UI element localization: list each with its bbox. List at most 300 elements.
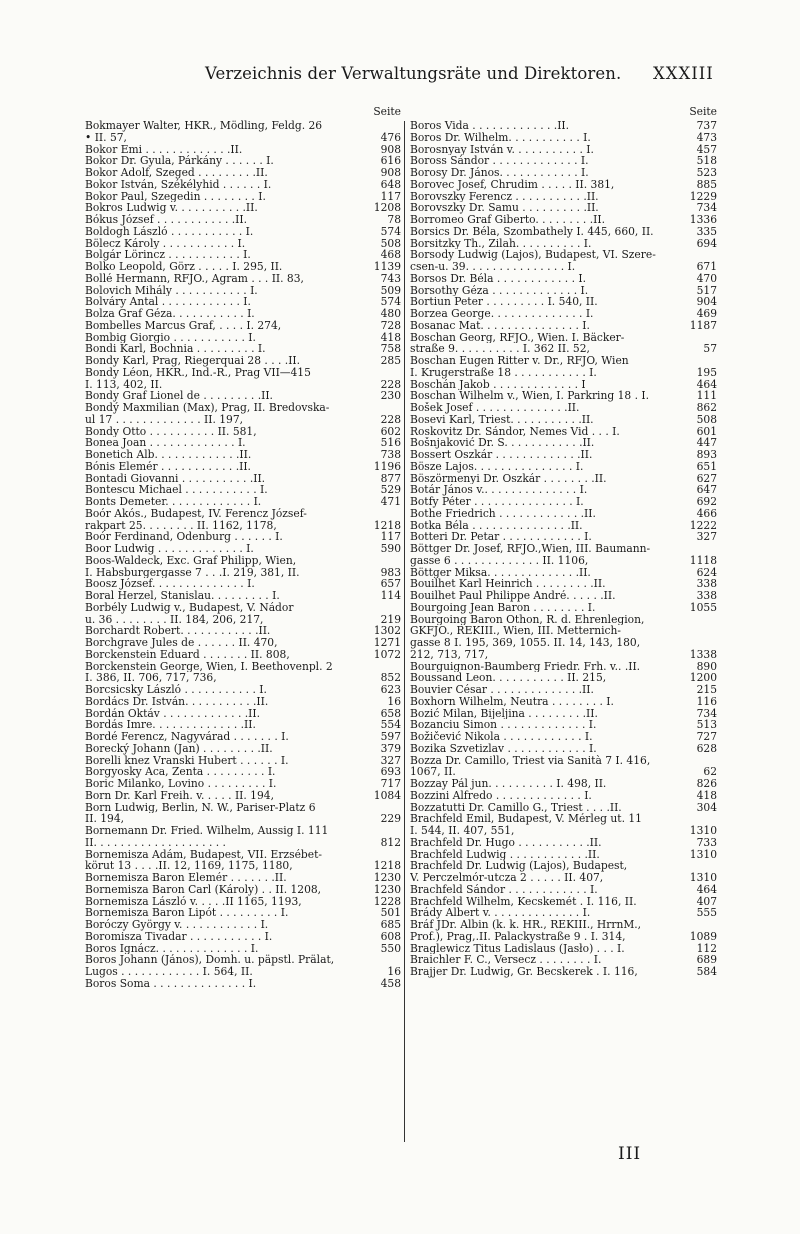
entry-text: Borcsicsky László . . . . . . . . . . . I. [85, 684, 267, 696]
entry-text: gasse 8 I. 195, 369, 1055. II. 14, 143, 180, [410, 637, 641, 649]
entry-text: Bourgoing Jean Baron . . . . . . . . I. [410, 601, 596, 614]
index-entry [85, 332, 401, 344]
index-entry [85, 402, 401, 414]
index-entry [85, 343, 401, 355]
index-entry [85, 132, 401, 144]
entry-page-number: 651 [696, 459, 717, 473]
entry-page-number: 733 [696, 835, 717, 849]
entry-text: Bothe Friedrich . . . . . . . . . . . . .II. [410, 507, 596, 520]
entry-page-number: 480 [380, 307, 401, 320]
entry-page-number: 743 [380, 271, 401, 285]
entry-text: Böszörmenyi Dr. Oszkár . . . . . . . .II. [410, 472, 607, 485]
entry-page-number: 717 [380, 777, 401, 790]
index-column-left [85, 104, 401, 990]
index-entry [410, 214, 717, 226]
entry-page-number: 457 [696, 142, 717, 156]
entry-page-number: 327 [380, 753, 401, 767]
entry-page-number: 1271 [373, 636, 401, 649]
entry-text: Bolváry Antal . . . . . . . . . . . . I. [85, 296, 251, 308]
entry-page-number: 738 [380, 448, 401, 461]
entry-text: Bollé Hermann, RFJO., Agram . . . II. 83, [85, 272, 304, 285]
entry-page-number: 228 [380, 412, 401, 426]
entry-page-number: 1139 [373, 260, 401, 273]
entry-text: Brachfeld Dr. Hugo . . . . . . . . . . .II. [410, 836, 602, 849]
index-entry [85, 261, 401, 273]
entry-text: Bonetich Alb. . . . . . . . . . . . .II. [85, 449, 252, 461]
entry-page-number: 885 [696, 177, 717, 191]
entry-page-number: 1302 [373, 624, 401, 638]
entry-page-number: 908 [380, 166, 401, 179]
entry-text: Boldogh László . . . . . . . . . . . I. [85, 225, 254, 238]
entry-text: Bošek Josef . . . . . . . . . . . . . .II. [410, 402, 580, 414]
entry-page-number: 468 [380, 248, 401, 262]
entry-text: Born Ludwig, Berlin, N. W., Pariser-Platz 6 [85, 801, 316, 814]
entry-page-number: 1208 [373, 201, 401, 215]
index-entry [410, 766, 717, 778]
index-entry [85, 790, 401, 802]
index-entry [85, 837, 401, 849]
index-entry [85, 614, 401, 626]
entry-page-number: 62 [703, 765, 717, 779]
index-entry [410, 343, 717, 355]
entry-text: Bornemisza Ádám, Budapest, VII. Erzsébet- [85, 848, 322, 861]
index-entry [410, 543, 717, 555]
entry-page-number: 508 [696, 412, 717, 426]
index-entry [85, 743, 401, 755]
entry-text: Borosnyay István v. . . . . . . . . . . I. [410, 143, 594, 156]
entry-text: Borovszky Ferencz . . . . . . . . . . .II. [410, 190, 599, 203]
index-entry [85, 896, 401, 908]
entry-text: Boschan Eugen Ritter v. Dr., RFJO, Wien [410, 355, 629, 367]
entry-page-number: 877 [380, 471, 401, 485]
entry-page-number: 608 [380, 929, 401, 943]
index-entry [85, 437, 401, 449]
index-entry [85, 625, 401, 637]
index-entry [85, 120, 401, 132]
entry-text: Bordé Ferencz, Nagyvárad . . . . . . . I. [85, 731, 289, 743]
entry-text: Bozika Szvetizlav . . . . . . . . . . . . I. [410, 742, 597, 755]
entry-text: csen-u. 39. . . . . . . . . . . . . . . I. [410, 261, 576, 273]
entry-text: Bráf JDr. Albin (k. k. HR., REKIII., HrrnM., [410, 919, 642, 931]
entry-page-number: 648 [380, 177, 401, 191]
entry-page-number: 117 [380, 530, 401, 544]
entry-text: Bombelles Marcus Graf, . . . . I. 274, [85, 319, 282, 332]
index-entry [410, 379, 717, 391]
index-entry [85, 872, 401, 884]
index-entry [85, 414, 401, 426]
entry-page-number: 728 [380, 318, 401, 332]
entry-page-number: 447 [696, 436, 717, 450]
entry-page-number: 229 [380, 812, 401, 826]
entry-text: 1067, II. [410, 766, 456, 778]
entry-text: Borelli knez Vranski Hubert . . . . . . I. [85, 754, 289, 767]
entry-page-number: 734 [696, 706, 717, 720]
index-entry [410, 567, 717, 579]
index-entry [410, 437, 717, 449]
index-entry [85, 214, 401, 226]
index-entry [85, 813, 401, 825]
index-entry [85, 543, 401, 555]
entry-text: I. 386, II. 706, 717, 736, [85, 672, 217, 684]
entry-text: Boros Vida . . . . . . . . . . . . .II. [410, 120, 570, 132]
index-entry [410, 226, 717, 238]
entry-page-number: 1338 [689, 647, 717, 661]
entry-text: Borgyosky Aca, Zenta . . . . . . . . . I. [85, 766, 276, 778]
entry-page-number: 508 [380, 236, 401, 250]
index-entry [85, 637, 401, 649]
index-column-right [410, 104, 717, 978]
index-entry [85, 179, 401, 191]
entry-text: Boromisza Tivadar . . . . . . . . . . . I. [85, 930, 273, 943]
entry-page-number: 195 [696, 365, 717, 379]
index-entry [85, 367, 401, 379]
entry-page-number: 1084 [373, 788, 401, 802]
index-entry [85, 766, 401, 778]
entry-text: Borsos Dr. Béla . . . . . . . . . . . . I. [410, 272, 587, 285]
entry-text: Bornemisza László v. . . . .II 1165, 1193, [85, 895, 302, 908]
index-entry [85, 567, 401, 579]
entry-page-number: 904 [696, 295, 717, 309]
entry-text: Bokor István, Székélyhid . . . . . . I. [85, 178, 272, 191]
entry-text: Bornemann Dr. Fried. Wilhelm, Aussig I. 111 [85, 825, 329, 837]
index-entry [85, 449, 401, 461]
index-entry [410, 696, 717, 708]
seite-label: Seite [373, 105, 401, 118]
entry-page-number: 517 [696, 283, 717, 297]
index-entry [85, 649, 401, 661]
entry-text: Bordán Oktáv . . . . . . . . . . . . .II. [85, 707, 261, 720]
entry-page-number: 1310 [689, 847, 717, 861]
entry-page-number: 727 [696, 730, 717, 743]
entry-text: Botár János v.. . . . . . . . . . . . . . I. [410, 484, 588, 496]
index-entry [410, 202, 717, 214]
entry-text: Bozza Dr. Camillo, Triest via Sanità 7 I. 416, [410, 754, 651, 767]
entry-page-number: 464 [696, 377, 717, 391]
entry-text: Boos-Waldeck, Exc. Graf Philipp, Wien, [85, 554, 297, 567]
index-entry [410, 578, 717, 590]
entry-text: Bourguignon-Baumberg Friedr. Frh. v.. .II. [410, 660, 641, 673]
index-entry [85, 755, 401, 767]
index-entry [410, 320, 717, 332]
entry-text: Borovec Josef, Chrudim . . . . . II. 381, [410, 178, 615, 191]
entry-text: Boor Ludwig . . . . . . . . . . . . . I. [85, 543, 254, 555]
index-entry [85, 825, 401, 837]
entry-text: Brachfeld Emil, Budapest, V. Mérleg ut. 11 [410, 813, 642, 825]
entry-page-number: 1228 [373, 894, 401, 908]
entry-page-number: 338 [696, 589, 717, 602]
entry-text: Böttger Miksa. . . . . . . . . . . . . .II. [410, 566, 591, 579]
index-entry [85, 919, 401, 931]
entry-page-number: 529 [380, 483, 401, 497]
index-entry [410, 943, 717, 955]
entry-text: Bosevi Karl, Triest. . . . . . . . . . .II. [410, 413, 594, 426]
entry-text: Bolza Graf Géza. . . . . . . . . . . I. [85, 308, 255, 320]
index-entry [410, 238, 717, 250]
index-entry [410, 355, 717, 367]
entry-page-number: 458 [380, 976, 401, 990]
entry-page-number: 627 [696, 471, 717, 485]
entry-page-number: 418 [380, 330, 401, 344]
index-entry [85, 966, 401, 978]
entry-text: Bokros Ludwig v. . . . . . . . . . .II. [85, 202, 258, 214]
entry-page-number: 513 [696, 718, 717, 732]
entry-text: V. Perczelmór-utcza 2 . . . . . II. 407, [410, 872, 604, 884]
entry-page-number: 685 [380, 918, 401, 931]
index-entry [85, 684, 401, 696]
index-entry [85, 802, 401, 814]
entry-page-number: 219 [380, 612, 401, 626]
entry-text: Bondy Graf Lionel de . . . . . . . . .II. [85, 390, 273, 402]
entry-page-number: 908 [380, 142, 401, 156]
entry-page-number: 826 [696, 777, 717, 790]
entry-text: Bouvier César . . . . . . . . . . . . . .II. [410, 684, 594, 696]
entry-text: Borsics Dr. Béla, Szombathely I. 445, 660, II. [410, 225, 654, 238]
index-entry [85, 931, 401, 943]
entry-text: Boric Milanko, Lovino . . . . . . . . . I. [85, 778, 277, 790]
index-entry [85, 520, 401, 532]
index-entry [85, 426, 401, 438]
entry-text: Brajjer Dr. Ludwig, Gr. Becskerek . I. 116, [410, 966, 638, 978]
entry-text: Bonts Demeter. . . . . . . . . . . . . I. [85, 496, 262, 508]
entry-text: Boros Soma . . . . . . . . . . . . . . I. [85, 977, 257, 990]
entry-text: Bombig Giorgio . . . . . . . . . . . I. [85, 331, 256, 344]
index-entry [410, 402, 717, 414]
index-entry [85, 907, 401, 919]
entry-page-number: 694 [696, 236, 717, 250]
entry-text: Brády Albert v. . . . . . . . . . . . . . I. [410, 907, 591, 919]
entry-page-number: 893 [696, 448, 717, 461]
entry-page-number: 1196 [373, 459, 401, 473]
index-entry [410, 825, 717, 837]
entry-text: Borckenstein George, Wien, I. Beethovenpl. 2 [85, 660, 333, 673]
index-entry [410, 614, 717, 626]
entry-page-number: 671 [696, 260, 717, 273]
entry-text: Brachfeld Ludwig . . . . . . . . . . . .II. [410, 848, 600, 861]
index-entry [410, 896, 717, 908]
index-entry [85, 860, 401, 872]
entry-text: Boros Dr. Wilhelm. . . . . . . . . . . I. [410, 131, 591, 144]
entry-page-number: 418 [696, 788, 717, 802]
entry-text: Bouilhet Paul Philippe André. . . . . .II. [410, 590, 616, 602]
entry-text: Brachfeld Wilhelm, Kecskemét . I. 116, II. [410, 895, 637, 908]
entry-page-number: 1089 [689, 929, 717, 943]
entry-text: I. 544, II. 407, 551, [410, 825, 515, 837]
entry-page-number: 554 [380, 718, 401, 732]
index-entry [410, 555, 717, 567]
entry-page-number: 602 [380, 424, 401, 438]
entry-text: Bozanciu Simon . . . . . . . . . . . . . I. [410, 719, 597, 731]
entry-page-number: 112 [696, 941, 717, 955]
entry-text: Bordás Imre. . . . . . . . . . . . . .II. [85, 719, 256, 731]
entry-page-number: 501 [380, 906, 401, 920]
entry-text: Bokmayer Walter, HKR., Mödling, Feldg. 26 [85, 120, 323, 132]
index-entry [85, 144, 401, 156]
index-entry [410, 719, 717, 731]
entry-text: Božičević Nikola . . . . . . . . . . . . I. [410, 731, 593, 743]
entry-text: Borchardt Robert. . . . . . . . . . . .II. [85, 625, 271, 637]
entry-text: Botfy Péter . . . . . . . . . . . . . . . I. [410, 496, 584, 508]
entry-page-number: 338 [696, 577, 717, 591]
index-entry [410, 120, 717, 132]
entry-text: I. 113, 402, II. [85, 378, 163, 391]
entry-text: Borosy Dr. János. . . . . . . . . . . . I. [410, 167, 589, 179]
index-entry [410, 414, 717, 426]
entry-text: Borsothy Géza . . . . . . . . . . . . . I. [410, 284, 589, 297]
entry-page-number: 624 [696, 565, 717, 579]
entry-text: Brachfeld Sándor . . . . . . . . . . . . I. [410, 883, 598, 896]
entry-page-number: 78 [387, 213, 401, 226]
index-entries [410, 120, 717, 978]
entry-page-number: 689 [696, 953, 717, 967]
index-entry [85, 884, 401, 896]
index-entry [85, 508, 401, 520]
entry-page-number: 597 [380, 730, 401, 743]
entry-text: Bolko Leopold, Görz . . . . . I. 295, II. [85, 261, 283, 273]
entry-page-number: 1336 [689, 213, 717, 226]
index-entry [410, 296, 717, 308]
entry-text: II. . . . . . . . . . . . . . . . . . . . [85, 836, 226, 849]
index-entry [85, 943, 401, 955]
entry-text: Böttger Dr. Josef, RFJO.,Wien, III. Baumann- [410, 543, 651, 555]
entry-page-number: 215 [696, 683, 717, 696]
entry-text: Borsody Ludwig (Lajos), Budapest, VI. Szere- [410, 249, 656, 261]
entry-text: Bontescu Michael . . . . . . . . . . . I. [85, 484, 268, 496]
index-entry [85, 285, 401, 297]
entry-text: straße 9. . . . . . . . . . I. 362 II. 52, [410, 343, 590, 355]
entry-page-number: 230 [380, 389, 401, 403]
entry-page-number: 116 [696, 694, 717, 708]
entry-text: Bölecz Károly . . . . . . . . . . . I. [85, 237, 246, 250]
page-footer-roman: III [618, 1144, 642, 1164]
entry-text: Borchgrave Jules de . . . . . . II. 470, [85, 637, 278, 649]
entry-page-number: 470 [696, 271, 717, 285]
entry-text: Bondy Léon, HKR., Ind.-R., Prag VII—415 [85, 366, 311, 379]
entry-text: u. 36 . . . . . . . . II. 184, 206, 217, [85, 613, 264, 626]
entry-page-number: 471 [380, 495, 401, 508]
index-entry [410, 872, 717, 884]
entry-text: Bónis Elemér . . . . . . . . . . . .II. [85, 460, 251, 473]
entry-text: II. 194, [85, 813, 125, 825]
entry-text: Bokor Paul, Szegedin . . . . . . . . I. [85, 190, 266, 203]
entry-text: Bokor Dr. Gyula, Párkány . . . . . . I. [85, 155, 274, 167]
entry-text: Borsitzky Th., Zilah. . . . . . . . . . I. [410, 237, 592, 250]
entry-text: Bossert Oszkár . . . . . . . . . . . . .II. [410, 449, 593, 461]
entry-text: Boróczy György v. . . . . . . . . . . . I. [85, 919, 269, 931]
index-entry [410, 649, 717, 661]
index-entry [85, 308, 401, 320]
entry-text: Braichler F. C., Versecz . . . . . . . . I. [410, 954, 602, 966]
entry-text: Brachfeld Dr. Ludwig (Lajos), Budapest, [410, 860, 628, 872]
index-entry [85, 390, 401, 402]
index-entry [410, 473, 717, 485]
index-entry [410, 261, 717, 273]
entry-page-number: 601 [696, 424, 717, 438]
entry-page-number: 111 [696, 389, 717, 403]
entry-text: Boxhorn Wilhelm, Neutra . . . . . . . . I. [410, 695, 614, 708]
index-entry [410, 708, 717, 720]
entry-text: gasse 6 . . . . . . . . . . . . . II. 1106, [410, 554, 589, 567]
entry-page-number: 509 [380, 283, 401, 297]
index-entry [410, 155, 717, 167]
entry-text: Bornemisza Baron Carl (Károly) . . II. 1208, [85, 883, 322, 896]
entry-page-number: 1118 [689, 553, 717, 567]
index-entry [85, 696, 401, 708]
index-entry [410, 308, 717, 320]
entry-text: Prof.), Prag,.II. Palackystraße 9 . I. 314, [410, 930, 626, 943]
entry-text: Bošnjaković Dr. S. . . . . . . . . . . .II. [410, 437, 595, 449]
entry-text: Boros Johann (János), Domh. u. päpstl. Prälat, [85, 954, 335, 966]
seite-label: Seite [689, 105, 717, 118]
index-entry [410, 625, 717, 637]
entry-page-number: 117 [380, 189, 401, 203]
entry-page-number: 516 [380, 436, 401, 450]
entry-page-number: 555 [696, 906, 717, 920]
entry-text: Bonea Joan . . . . . . . . . . . . . I. [85, 437, 246, 449]
entry-text: Bondy Otto . . . . . . . . . . II. 581, [85, 425, 257, 438]
index-entry [410, 860, 717, 872]
index-entry [410, 884, 717, 896]
entry-page-number: 327 [696, 530, 717, 544]
index-entry [410, 731, 717, 743]
index-entry [410, 496, 717, 508]
index-entry [410, 332, 717, 344]
entry-text: Boschan Wilhelm v., Wien, I. Parkring 18 . I. [410, 390, 650, 402]
index-entry [85, 461, 401, 473]
entry-page-number: 737 [696, 119, 717, 132]
entry-page-number: 862 [696, 401, 717, 414]
entry-page-number: 852 [380, 671, 401, 685]
index-entry [410, 661, 717, 673]
entry-text: Bondý Maxmilian (Max), Prag, II. Bredovska- [85, 402, 330, 414]
index-entry [410, 849, 717, 861]
entry-page-number: 734 [696, 201, 717, 215]
index-entry [410, 790, 717, 802]
entry-page-number: 407 [696, 894, 717, 908]
index-entry [410, 461, 717, 473]
index-entry [85, 661, 401, 673]
entry-page-number: 285 [380, 354, 401, 367]
index-entry [85, 296, 401, 308]
entry-text: Bornemisza Baron Elemér . . . . . . .II. [85, 872, 287, 884]
entry-page-number: 574 [380, 224, 401, 238]
index-entry [410, 167, 717, 179]
index-entry [85, 167, 401, 179]
index-entry [85, 719, 401, 731]
index-entry [410, 531, 717, 543]
entry-page-number: 1230 [373, 871, 401, 884]
entry-text: Braglewicz Titus Ladislaus (Jasło) . . . I. [410, 942, 625, 955]
index-entry [410, 755, 717, 767]
page-title: Verzeichnis der Verwaltungsräte und Direktoren. [205, 64, 622, 83]
index-entry [410, 273, 717, 285]
entry-text: Bolgár Lörincz . . . . . . . . . . . I. [85, 249, 251, 261]
index-entries [85, 120, 401, 990]
entry-text: Borovszky Dr. Samu . . . . . . . . . .II. [410, 202, 599, 214]
entry-text: Borbély Ludwig v., Budapest, V. Nádor [85, 601, 294, 614]
entry-text: ul 17 . . . . . . . . . . . . . II. 197, [85, 413, 244, 426]
index-entry [410, 602, 717, 614]
entry-text: Borecký Johann (Jan) . . . . . . . . .II. [85, 742, 273, 755]
entry-text: Bozić Milan, Bijeljina . . . . . . . . .II. [410, 707, 598, 720]
entry-text: Bösze Lajos. . . . . . . . . . . . . . . I. [410, 460, 584, 473]
index-entry [410, 802, 717, 814]
entry-text: Bokor Emi . . . . . . . . . . . . .II. [85, 143, 243, 156]
entry-text: Boros Ignácz. . . . . . . . . . . . . . I. [85, 942, 259, 955]
index-entry [410, 637, 717, 649]
entry-text: Bouilhet Karl Heinrich . . . . . . . . .II. [410, 578, 606, 590]
index-entry [85, 778, 401, 790]
index-entry [410, 684, 717, 696]
